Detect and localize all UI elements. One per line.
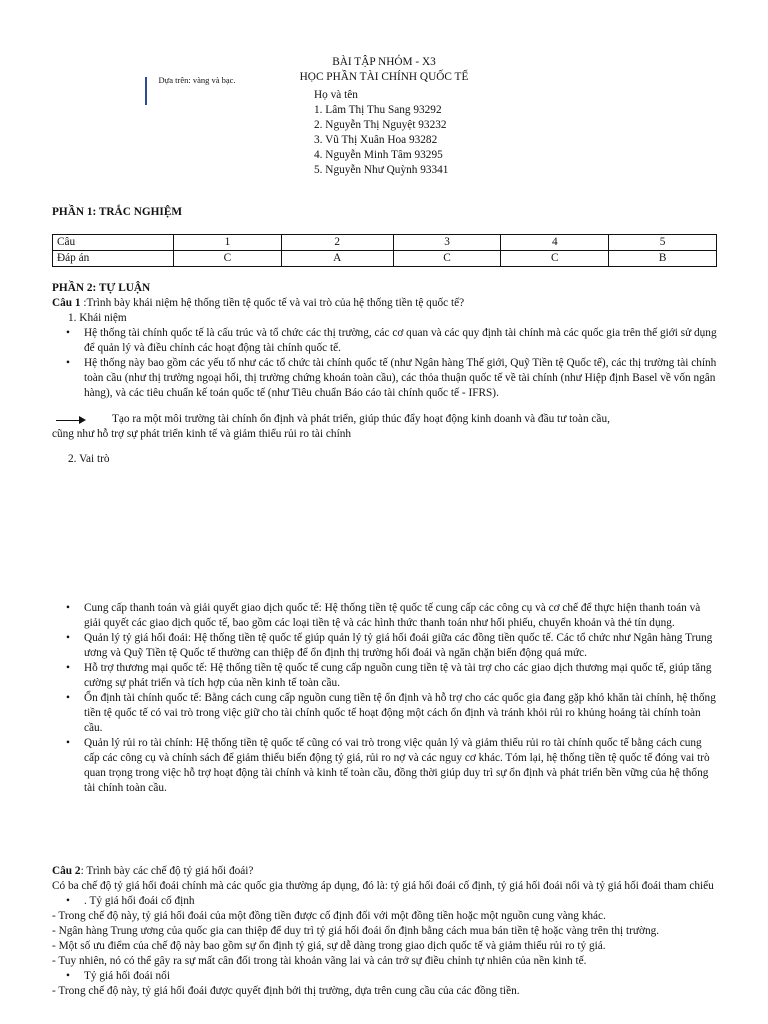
numbered-item-role: 2. Vai trò	[68, 453, 110, 465]
table-cell: B	[609, 251, 717, 267]
question-2-label: Câu 2	[52, 865, 81, 877]
member-list	[314, 88, 448, 178]
question-1	[52, 296, 717, 311]
title-block	[0, 55, 768, 85]
bullet-icon: •	[66, 970, 70, 982]
margin-comment-text: Dựa trên: vàng và bạc.	[158, 75, 236, 85]
bullet-icon: •	[66, 662, 70, 674]
list-item-text: Quản lý rủi ro tài chính: Hệ thống tiền tệ quốc tế cũng có vai trò trong việc quản lý và giảm thiểu rủi ro tài chính quốc tế bằng cách cung cấp các công cụ và chính sách để giảm thiểu biến động tỷ giá, rủi ro nợ và các nguy cơ khác. Tóm lại, hệ thống tiền tệ quốc tế đóng vai trò quan trọng trong việc hỗ trợ hoạt động tài chính và kinh tế toàn cầu, đồng thời giúp duy trì sự ổn định và phát triển bền vững của hệ thống tài chính toàn cầu.	[84, 737, 710, 794]
essay-section	[52, 281, 717, 467]
list-item-text: Ổn định tài chính quốc tế: Bằng cách cung cấp nguồn cung tiền tệ ổn định và hỗ trợ cho các quốc gia đang gặp khó khăn tài chính, hệ thống tiền tệ quốc tế có vai trò trong việc giữ cho tài chính quốc tế hoạt động một cách ổn định và tránh khỏi rủi ro khủng hoảng tài chính toàn cầu.	[84, 692, 716, 734]
margin-comment	[145, 73, 236, 105]
table-cell: Đáp án	[53, 251, 174, 267]
bullet-icon: •	[66, 327, 70, 339]
list-item	[52, 356, 717, 401]
table-cell: C	[174, 251, 282, 267]
member-item: 1. Lâm Thị Thu Sang 93292	[314, 104, 442, 116]
members-label: Họ và tên	[314, 89, 358, 101]
question-2	[52, 864, 717, 879]
table-cell: Câu	[53, 235, 174, 251]
list-item	[52, 326, 717, 356]
member-item: 5. Nguyễn Như Quỳnh 93341	[314, 164, 449, 176]
list-item-text: Hệ thống này bao gồm các yếu tố như các tổ chức tài chính quốc tế (như Ngân hàng Thế giới, Quỹ Tiền tệ Quốc tế), các thị trường tài chính toàn cầu (như thị trường ngoại hối, thị trường chứng khoán toàn cầu), các thỏa thuận quốc tế về tài chính (như Hiệp định Basel về vốn ngân hàng), và các tiêu chuẩn kế toán quốc tế (như Tiêu chuẩn Báo cáo tài chính quốc tế - IFRS).	[84, 357, 717, 399]
list-item-text: Hỗ trợ thương mại quốc tế: Hệ thống tiền tệ quốc tế cung cấp nguồn cung tiền tệ và tài trợ cho các giao dịch thương mại quốc tế, giúp tăng cường sự phát triển và tích hợp của nền kinh tế toàn cầu.	[84, 662, 712, 689]
paragraph-line: - Một số ưu điểm của chế độ này bao gồm sự ổn định tỷ giá, sự dễ dàng trong giao dịch quốc tế và giảm thiểu rủi ro tỷ giá.	[52, 940, 606, 952]
question-1-label: Câu 1	[52, 297, 81, 309]
list-item	[52, 894, 717, 909]
bullet-icon: •	[66, 632, 70, 644]
list-item-text: Cung cấp thanh toán và giải quyết giao dịch quốc tế: Hệ thống tiền tệ quốc tế cung cấp các công cụ và cơ chế để thực hiện thanh toán và giải quyết các giao dịch quốc tế, bao gồm các loại tiền tệ và các hình thức thanh toán như hối phiếu, chuyển khoản và thẻ tín dụng.	[84, 602, 701, 629]
table-cell: 3	[393, 235, 501, 251]
table-cell: C	[501, 251, 609, 267]
question-2-intro: Có ba chế độ tỷ giá hối đoái chính mà các quốc gia thường áp dụng, đó là: tỷ giá hối đoái cố định, tỷ giá hối đoái nổi và tỷ giá hối đoái tham chiếu	[52, 880, 714, 892]
table-cell: 4	[501, 235, 609, 251]
bullet-icon: •	[66, 737, 70, 749]
list-item-text: Hệ thống tài chính quốc tế là cấu trúc và tổ chức các thị trường, các cơ quan và các quy định tài chính mà các quốc gia trên thế giới sử dụng để quản lý và điều chỉnh các hoạt động tài chính quốc tế.	[84, 327, 717, 354]
paragraph-line: - Tuy nhiên, nó có thể gây ra sự mất cân đối trong tài khoản vãng lai và cản trở sự điều chỉnh tự nhiên của nền kinh tế.	[52, 955, 587, 967]
member-item: 2. Nguyễn Thị Nguyệt 93232	[314, 119, 447, 131]
paragraph-line: - Trong chế độ này, tỷ giá hối đoái của một đồng tiền được cố định đối với một đồng tiền hoặc một nguồn cung vàng khác.	[52, 910, 606, 922]
paragraph-line: - Ngân hàng Trung ương của quốc gia can thiệp để duy trì tỷ giá hối đoái ổn định bằng cách mua bán tiền tệ hoặc vàng trên thị trường.	[52, 925, 660, 937]
roles-list	[52, 601, 717, 796]
bullet-icon: •	[66, 602, 70, 614]
table-row	[53, 235, 717, 251]
part1-heading: PHẦN 1: TRẮC NGHIỆM	[52, 206, 183, 218]
list-item	[52, 969, 717, 984]
list-item	[52, 631, 717, 661]
table-cell: C	[393, 251, 501, 267]
list-item-text: . Tỷ giá hối đoái cố định	[84, 895, 195, 907]
bullet-icon: •	[66, 895, 70, 907]
table-cell: 5	[609, 235, 717, 251]
question-2-section	[52, 864, 717, 999]
list-item	[52, 691, 717, 736]
part2-heading: PHẦN 2: TỰ LUẬN	[52, 282, 151, 294]
right-arrow-icon	[52, 415, 88, 425]
arrow-paragraph	[52, 412, 717, 427]
table-cell: 2	[281, 235, 393, 251]
comment-marker-bar	[145, 77, 147, 105]
list-item	[52, 661, 717, 691]
bullet-icon: •	[66, 692, 70, 704]
document-subtitle: HỌC PHẦN TÀI CHÍNH QUỐC TẾ	[299, 71, 469, 83]
table-row	[53, 251, 717, 267]
list-item-text: Tỷ giá hối đoái nổi	[84, 970, 170, 982]
paragraph-line: - Trong chế độ này, tỷ giá hối đoái được quyết định bởi thị trường, dựa trên cung cầu của các đồng tiền.	[52, 985, 520, 997]
numbered-item-concept: 1. Khái niệm	[68, 312, 127, 324]
member-item: 3. Vũ Thị Xuân Hoa 93282	[314, 134, 438, 146]
answer-table	[52, 234, 717, 267]
question-1-text: :Trình bày khái niệm hệ thống tiền tệ quốc tế và vai trò của hệ thống tiền tệ quốc tế?	[80, 297, 465, 309]
list-item	[52, 601, 717, 631]
bullet-icon: •	[66, 357, 70, 369]
question-2-text: : Trình bày các chế độ tỷ giá hối đoái?	[80, 865, 254, 877]
document-title: BÀI TẬP NHÓM - X3	[332, 56, 436, 68]
list-item	[52, 736, 717, 796]
table-cell: A	[281, 251, 393, 267]
list-item-text: Quản lý tỷ giá hối đoái: Hệ thống tiền tệ quốc tế giúp quản lý tỷ giá hối đoái giữa các đồng tiền quốc tế. Các tổ chức như Ngân hàng Trung ương và Quỹ Tiền tệ Quốc tế thường can thiệp để ổn định thị trường hối đoái và ngăn chặn biến động quá mức.	[84, 632, 713, 659]
member-item: 4. Nguyễn Minh Tâm 93295	[314, 149, 443, 161]
arrow-text-continuation: cũng như hỗ trợ sự phát triển kinh tế và giảm thiểu rủi ro tài chính	[52, 428, 352, 440]
table-cell: 1	[174, 235, 282, 251]
arrow-text-line: Tạo ra một môi trường tài chính ổn định và phát triển, giúp thúc đẩy hoạt động kinh doanh và đầu tư toàn cầu,	[112, 413, 610, 425]
